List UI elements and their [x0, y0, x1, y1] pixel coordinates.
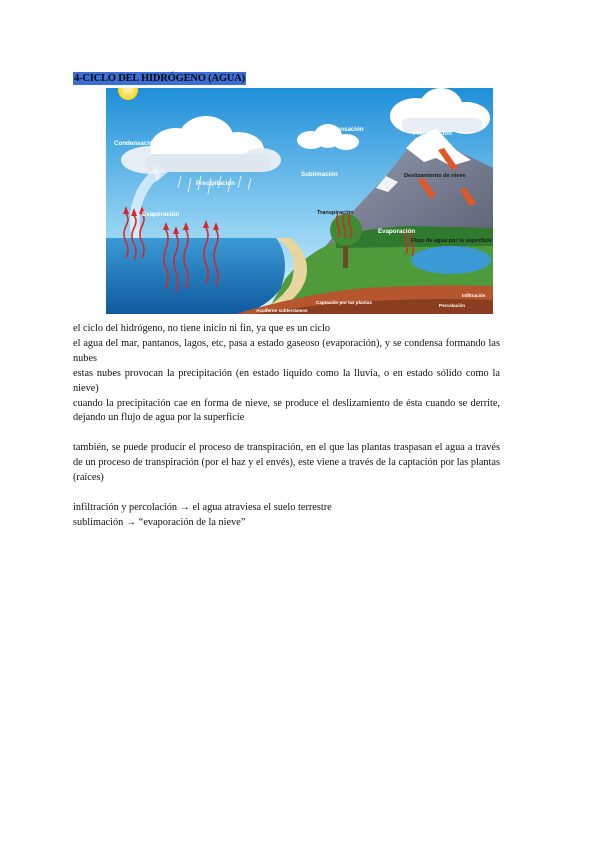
label-condensacion-right: Condensación [321, 126, 364, 133]
body-text [73, 322, 500, 531]
label-evaporacion-lago: Evaporación [378, 228, 416, 235]
label-infiltracion: Infiltración [462, 293, 486, 298]
label-flujo: Flujo de agua por la superficie [411, 238, 492, 244]
paragraph: sublimación → “evaporación de la nieve” [73, 516, 246, 528]
paragraph: también, se puede producir el proceso de transpiración, en el que las plantas traspasan el agua a través de un proceso de transpiración (por el haz y el envés), este viene a través de la captación por las plantas (raíces) [73, 442, 500, 484]
label-transpiracion: Transpiración [317, 210, 354, 216]
lake [411, 246, 491, 274]
label-captacion: Captación por las plantas [316, 300, 372, 305]
label-sublimacion: Sublimación [301, 171, 338, 178]
label-percolacion: Percolación [439, 303, 466, 308]
paragraph: el agua del mar, pantanos, lagos, etc, pasa a estado gaseoso (evaporación), y se condensa formando las nubes [73, 337, 500, 364]
label-acuiferos: Acuíferos subterráneos [256, 308, 308, 313]
label-evaporacion: Evaporación [142, 211, 180, 218]
label-precipitacion-left: Precipitación [196, 180, 235, 187]
label-deslizamiento: Deslizamiento de nieve [404, 173, 466, 179]
sea [106, 238, 285, 314]
section-title: 4-CICLO DEL HIDRÓGENO (AGUA) [74, 73, 245, 84]
label-condensacion-left: Condensación [114, 140, 157, 147]
water-cycle-diagram [106, 88, 493, 314]
paragraph: el ciclo del hidrógeno, no tiene inicio ni fin, ya que es un ciclo [73, 323, 331, 334]
paragraph: estas nubes provocan la precipitación (en estado líquido como la lluvia, o en estado sólido como la nieve) [73, 367, 500, 394]
paragraph: cuando la precipitación cae en forma de nieve, se produce el deslizamiento de ésta cuando se derrite, dejando un flujo de agua por la superficie [73, 397, 500, 424]
label-precipitacion-right: Precipitación [413, 130, 452, 137]
paragraph: infiltración y percolación → el agua atraviesa el suelo terrestre [73, 502, 332, 514]
